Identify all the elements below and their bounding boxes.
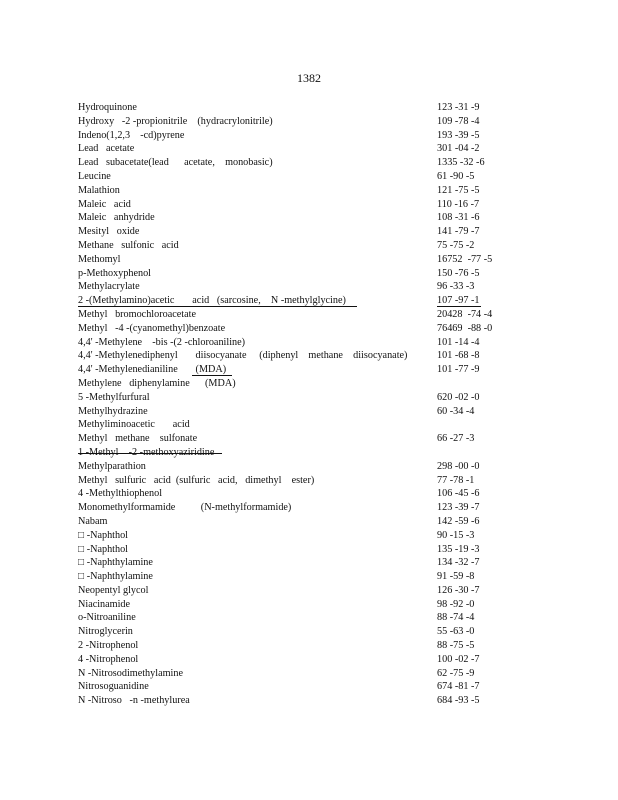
chemical-name: p-Methoxyphenol <box>78 267 151 279</box>
chemical-name: Methylacrylate <box>78 281 140 293</box>
chemical-name: Nitrosoguanidine <box>78 681 149 693</box>
cas-number: 76469 -88 -0 <box>437 322 493 334</box>
cas-number: 100 -02 -7 <box>437 653 480 665</box>
chemical-name: 4 -Methylthiophenol <box>78 488 163 500</box>
cas-number: 121 -75 -5 <box>437 184 480 196</box>
chemical-name: Maleic anhydride <box>78 212 155 224</box>
chemical-name: Methyl bromochloroacetate <box>78 308 196 320</box>
list-item <box>78 680 578 694</box>
cas-number: 88 -74 -4 <box>437 612 475 624</box>
cas-number: 193 -39 -5 <box>437 129 480 141</box>
chemical-name: 5 -Methylfurfural <box>78 391 150 403</box>
chemical-name: Nitroglycerin <box>78 626 133 638</box>
chemical-list <box>78 101 578 708</box>
strikethrough-rule <box>78 453 222 454</box>
cas-number: 1335 -32 -6 <box>437 157 485 169</box>
list-item <box>78 432 578 446</box>
cas-number: 684 -93 -5 <box>437 695 480 707</box>
list-item <box>78 584 578 598</box>
chemical-name: 4,4' -Methylene -bis -(2 -chloroaniline) <box>78 336 246 348</box>
cas-number: 141 -79 -7 <box>437 226 480 238</box>
chemical-name: Indeno(1,2,3 -cd)pyrene <box>78 129 185 141</box>
list-item <box>78 142 578 156</box>
list-item <box>78 598 578 612</box>
cas-number: 20428 -74 -4 <box>437 308 493 320</box>
chemical-name: N -Nitroso -n -methylurea <box>78 695 190 707</box>
chemical-name: 4,4' -Methylenedianiline (MDA) <box>78 364 227 376</box>
chemical-name: Methyl sulfuric acid (sulfuric acid, dimethyl ester) <box>78 474 315 486</box>
cas-number: 91 -59 -8 <box>437 571 475 583</box>
list-item <box>78 391 578 405</box>
list-item <box>78 653 578 667</box>
cas-number: 96 -33 -3 <box>437 281 475 293</box>
cas-number: 61 -90 -5 <box>437 170 475 182</box>
chemical-name: Methylhydrazine <box>78 405 148 417</box>
chemical-name: 4 -Nitrophenol <box>78 653 139 665</box>
list-item <box>78 129 578 143</box>
chemical-name: Mesityl oxide <box>78 226 140 238</box>
list-item <box>78 474 578 488</box>
chemical-name: Monomethylformamide (N-methylformamide) <box>78 502 292 514</box>
chemical-name: Methyl methane sulfonate <box>78 433 198 445</box>
list-item <box>78 267 578 281</box>
list-item <box>78 405 578 419</box>
list-item <box>78 529 578 543</box>
cas-number: 66 -27 -3 <box>437 433 475 445</box>
chemical-name: Lead subacetate(lead acetate, monobasic) <box>78 157 273 169</box>
list-item <box>78 487 578 501</box>
cas-number: 75 -75 -2 <box>437 239 475 251</box>
cas-number: 101 -68 -8 <box>437 350 480 362</box>
list-item <box>78 336 578 350</box>
chemical-name: Lead acetate <box>78 143 135 155</box>
chemical-name: Methane sulfonic acid <box>78 239 179 251</box>
list-item <box>78 611 578 625</box>
chemical-name: Hydroquinone <box>78 102 137 113</box>
list-item <box>78 239 578 253</box>
cas-number: 126 -30 -7 <box>437 584 480 596</box>
cas-number: 107 -97 -1 <box>437 295 480 307</box>
cas-number: 109 -78 -4 <box>437 115 480 127</box>
chemical-name: Methomyl <box>78 253 121 265</box>
chemical-name: o-Nitroaniline <box>78 612 136 624</box>
list-item <box>78 377 578 391</box>
cas-number: 98 -92 -0 <box>437 598 475 610</box>
list-item <box>78 198 578 212</box>
chemical-name: Malathion <box>78 184 120 196</box>
chemical-name: N -Nitrosodimethylamine <box>78 667 183 679</box>
chemical-name: □ -Naphthylamine <box>78 557 153 569</box>
list-item <box>78 667 578 681</box>
cas-number: 110 -16 -7 <box>437 198 480 210</box>
cas-number: 301 -04 -2 <box>437 143 480 155</box>
cas-number: 106 -45 -6 <box>437 488 480 500</box>
chemical-name: 2 -Nitrophenol <box>78 640 139 652</box>
list-item <box>78 280 578 294</box>
page-number: 1382 <box>297 71 321 85</box>
chemical-name: Methylparathion <box>78 460 146 472</box>
chemical-name: Leucine <box>78 170 111 182</box>
cas-number: 60 -34 -4 <box>437 405 475 417</box>
list-item <box>78 322 578 336</box>
cas-number: 142 -59 -6 <box>437 515 480 527</box>
cas-number: 77 -78 -1 <box>437 474 475 486</box>
cas-number: 101 -14 -4 <box>437 336 480 348</box>
chemical-name: Niacinamide <box>78 598 131 610</box>
list-item <box>78 115 578 129</box>
cas-number: 88 -75 -5 <box>437 640 475 652</box>
list-item <box>78 253 578 267</box>
chemical-name: Hydroxy -2 -propionitrile (hydracrylonitrile) <box>78 115 273 127</box>
list-item <box>78 294 578 308</box>
list-item <box>78 625 578 639</box>
cas-number: 16752 -77 -5 <box>437 253 493 265</box>
list-item <box>78 639 578 653</box>
cas-number: 134 -32 -7 <box>437 557 480 569</box>
list-item <box>78 501 578 515</box>
chemical-name: Methyliminoacetic acid <box>78 419 190 431</box>
list-item <box>78 308 578 322</box>
list-item <box>78 570 578 584</box>
cas-number: 674 -81 -7 <box>437 681 480 693</box>
list-item <box>78 418 578 432</box>
list-item <box>78 211 578 225</box>
chemical-name: 4,4' -Methylenediphenyl diisocyanate (diphenyl methane diisocyanate) <box>78 350 408 362</box>
chemical-name: Nabam <box>78 515 108 527</box>
cas-number: 150 -76 -5 <box>437 267 480 279</box>
chemical-name: □ -Naphthol <box>78 529 129 541</box>
chemical-name: 2 -(Methylamino)acetic acid (sarcosine, N -methylglycine) <box>78 295 346 307</box>
list-item <box>78 101 578 115</box>
cas-number: 123 -31 -9 <box>437 102 480 113</box>
list-item <box>78 225 578 239</box>
list-item <box>78 184 578 198</box>
list-item <box>78 515 578 529</box>
cas-number: 101 -77 -9 <box>437 364 480 376</box>
cas-number: 90 -15 -3 <box>437 529 475 541</box>
list-item <box>78 446 578 460</box>
cas-number: 108 -31 -6 <box>437 212 480 224</box>
list-item <box>78 460 578 474</box>
list-item <box>78 156 578 170</box>
chemical-name: □ -Naphthol <box>78 543 129 555</box>
list-item <box>78 694 578 708</box>
chemical-name: Methylene diphenylamine (MDA) <box>78 377 236 389</box>
list-item <box>78 170 578 184</box>
cas-number: 135 -19 -3 <box>437 543 480 555</box>
cas-number: 620 -02 -0 <box>437 391 480 403</box>
list-item <box>78 543 578 557</box>
list-item <box>78 556 578 570</box>
list-item <box>78 363 578 377</box>
cas-number: 62 -75 -9 <box>437 667 475 679</box>
cas-number: 55 -63 -0 <box>437 626 475 638</box>
chemical-name: Methyl -4 -(cyanomethyl)benzoate <box>78 322 226 334</box>
cas-number: 123 -39 -7 <box>437 502 480 514</box>
chemical-name: Neopentyl glycol <box>78 584 149 596</box>
chemical-name: Maleic acid <box>78 198 131 210</box>
list-item <box>78 349 578 363</box>
cas-number: 298 -00 -0 <box>437 460 480 472</box>
chemical-name: □ -Naphthylamine <box>78 571 153 583</box>
